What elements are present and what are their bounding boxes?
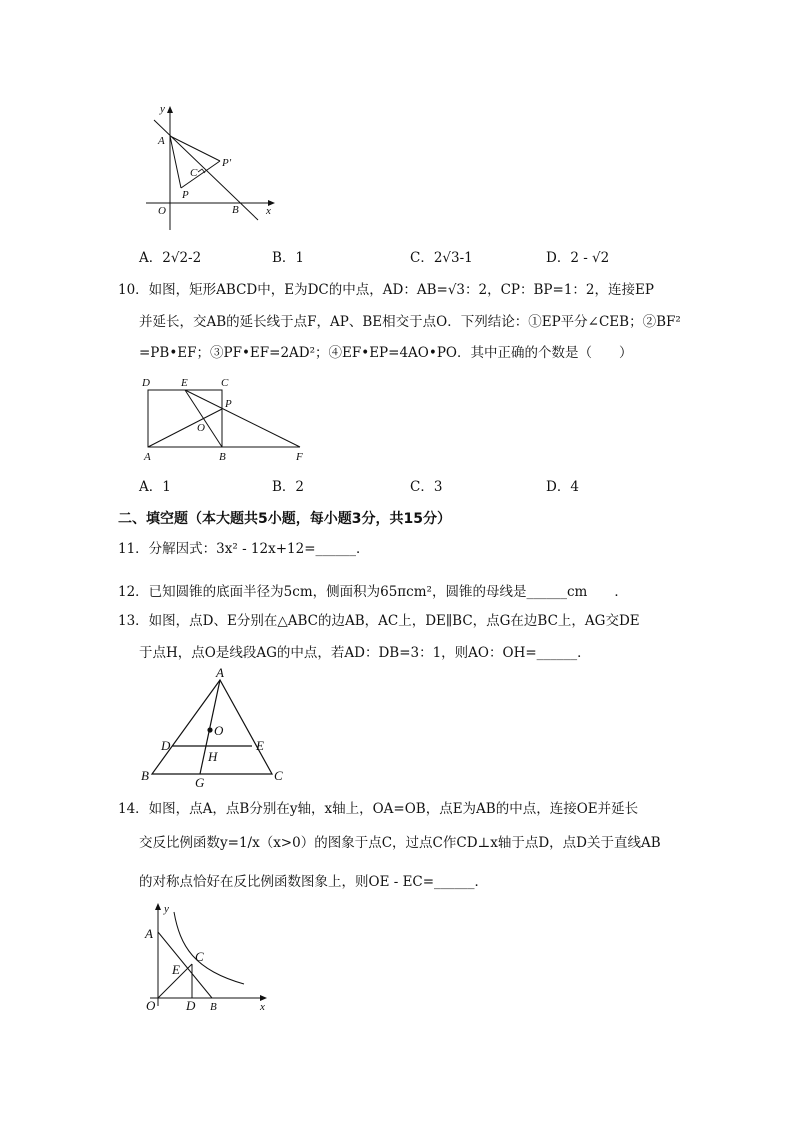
q10-label-o: O — [197, 422, 205, 434]
q13-figure — [138, 668, 288, 790]
q13-point-o — [207, 727, 212, 732]
q10-text-line3: =PB•EF；③PF•EF=2AD²；④EF•EP=4AO•PO．其中正确的个数是（ ） — [139, 345, 633, 361]
q14-label-o: O — [146, 998, 156, 1013]
q11-text: 11．分解因式：3x² - 12x+12=______． — [118, 541, 370, 557]
q13-label-o: O — [214, 723, 224, 738]
q10-text-line1: 10．如图，矩形ABCD中，E为DC的中点，AD：AB=√3：2，CP：BP=1：2，连接EP — [118, 282, 654, 298]
q13-text-line2: 于点H，点O是线段AG的中点，若AD：DB=3：1，则AO：OH=______． — [139, 645, 591, 661]
q9-segment-ap-prime — [170, 136, 220, 161]
q9-figure — [140, 100, 280, 235]
q13-label-d: D — [161, 738, 171, 753]
q10-label-p: P — [225, 398, 232, 410]
q13-label-c: C — [274, 768, 283, 783]
q14-label-b: B — [210, 1001, 217, 1013]
q9-label-a: A — [158, 135, 165, 147]
q9-option-c[interactable]: C．2√3-1 — [410, 250, 473, 266]
q10-label-b: B — [219, 451, 226, 463]
q14-label-e: E — [172, 962, 180, 977]
q13-label-e: E — [256, 738, 264, 753]
q10-option-c[interactable]: C．3 — [410, 479, 443, 495]
q14-line-ab — [158, 932, 212, 998]
q10-line-ef — [185, 390, 300, 447]
q9-label-p: P — [182, 189, 189, 201]
q9-label-y: y — [160, 103, 165, 115]
q9-option-d[interactable]: D．2 - √2 — [546, 250, 610, 266]
q14-text-line3: 的对称点恰好在反比例函数图象上，则OE - EC=______． — [139, 874, 489, 890]
q10-label-e: E — [181, 377, 188, 389]
q13-label-h: H — [208, 749, 218, 764]
q9-label-o: O — [158, 205, 166, 217]
q14-label-a: A — [145, 926, 153, 941]
q14-label-x: x — [260, 1001, 265, 1013]
q9-y-arrow — [167, 106, 173, 113]
q14-label-c: C — [195, 949, 204, 964]
q10-option-a[interactable]: A．1 — [139, 479, 171, 495]
q10-line-ap — [148, 409, 222, 447]
q10-label-a: A — [144, 451, 151, 463]
q12-text: 12．已知圆锥的底面半径为5cm，侧面积为65πcm²，圆锥的母线是______cm ． — [118, 584, 628, 600]
q9-label-x: x — [266, 205, 271, 217]
q10-label-d: D — [142, 377, 150, 389]
q9-option-b[interactable]: B．1 — [272, 250, 305, 266]
q14-label-y: y — [164, 903, 169, 915]
q13-label-g: G — [195, 775, 205, 790]
q10-text-line2: 并延长，交AB的延长线于点F，AP、BE相交于点O．下列结论：①EP平分∠CEB；②BF² — [139, 314, 681, 330]
q14-text-line1: 14．如图，点A，点B分别在y轴，x轴上，OA=OB，点E为AB的中点，连接OE并延长 — [118, 801, 639, 817]
q10-label-c: C — [221, 377, 229, 389]
q10-option-d[interactable]: D．4 — [546, 479, 579, 495]
q14-label-d: D — [186, 998, 196, 1013]
q14-text-line2: 交反比例函数y=1/x（x>0）的图象于点C，过点C作CD⊥x轴于点D，点D关于直线AB — [139, 835, 661, 851]
q13-label-b: B — [141, 768, 149, 783]
q14-y-arrow — [155, 903, 161, 910]
q9-option-a[interactable]: A．2√2-2 — [139, 250, 202, 266]
q13-text-line1: 13．如图，点D、E分别在△ABC的边AB，AC上，DE∥BC，点G在边BC上，AG交DE — [118, 613, 640, 629]
q10-label-f: F — [296, 451, 303, 463]
section-fill-in-title: 二、填空题（本大题共5小题，每小题3分，共15分） — [118, 511, 451, 527]
q14-hyperbola — [174, 912, 244, 984]
q10-rectangle-abcd — [148, 390, 222, 447]
q10-figure — [138, 374, 313, 464]
q9-label-c: C — [190, 167, 198, 179]
q13-label-a: A — [216, 668, 224, 680]
q10-option-b[interactable]: B．2 — [272, 479, 305, 495]
q9-label-b: B — [232, 204, 239, 216]
q14-figure — [138, 898, 278, 1016]
q9-label-p-prime: P′ — [222, 157, 232, 169]
